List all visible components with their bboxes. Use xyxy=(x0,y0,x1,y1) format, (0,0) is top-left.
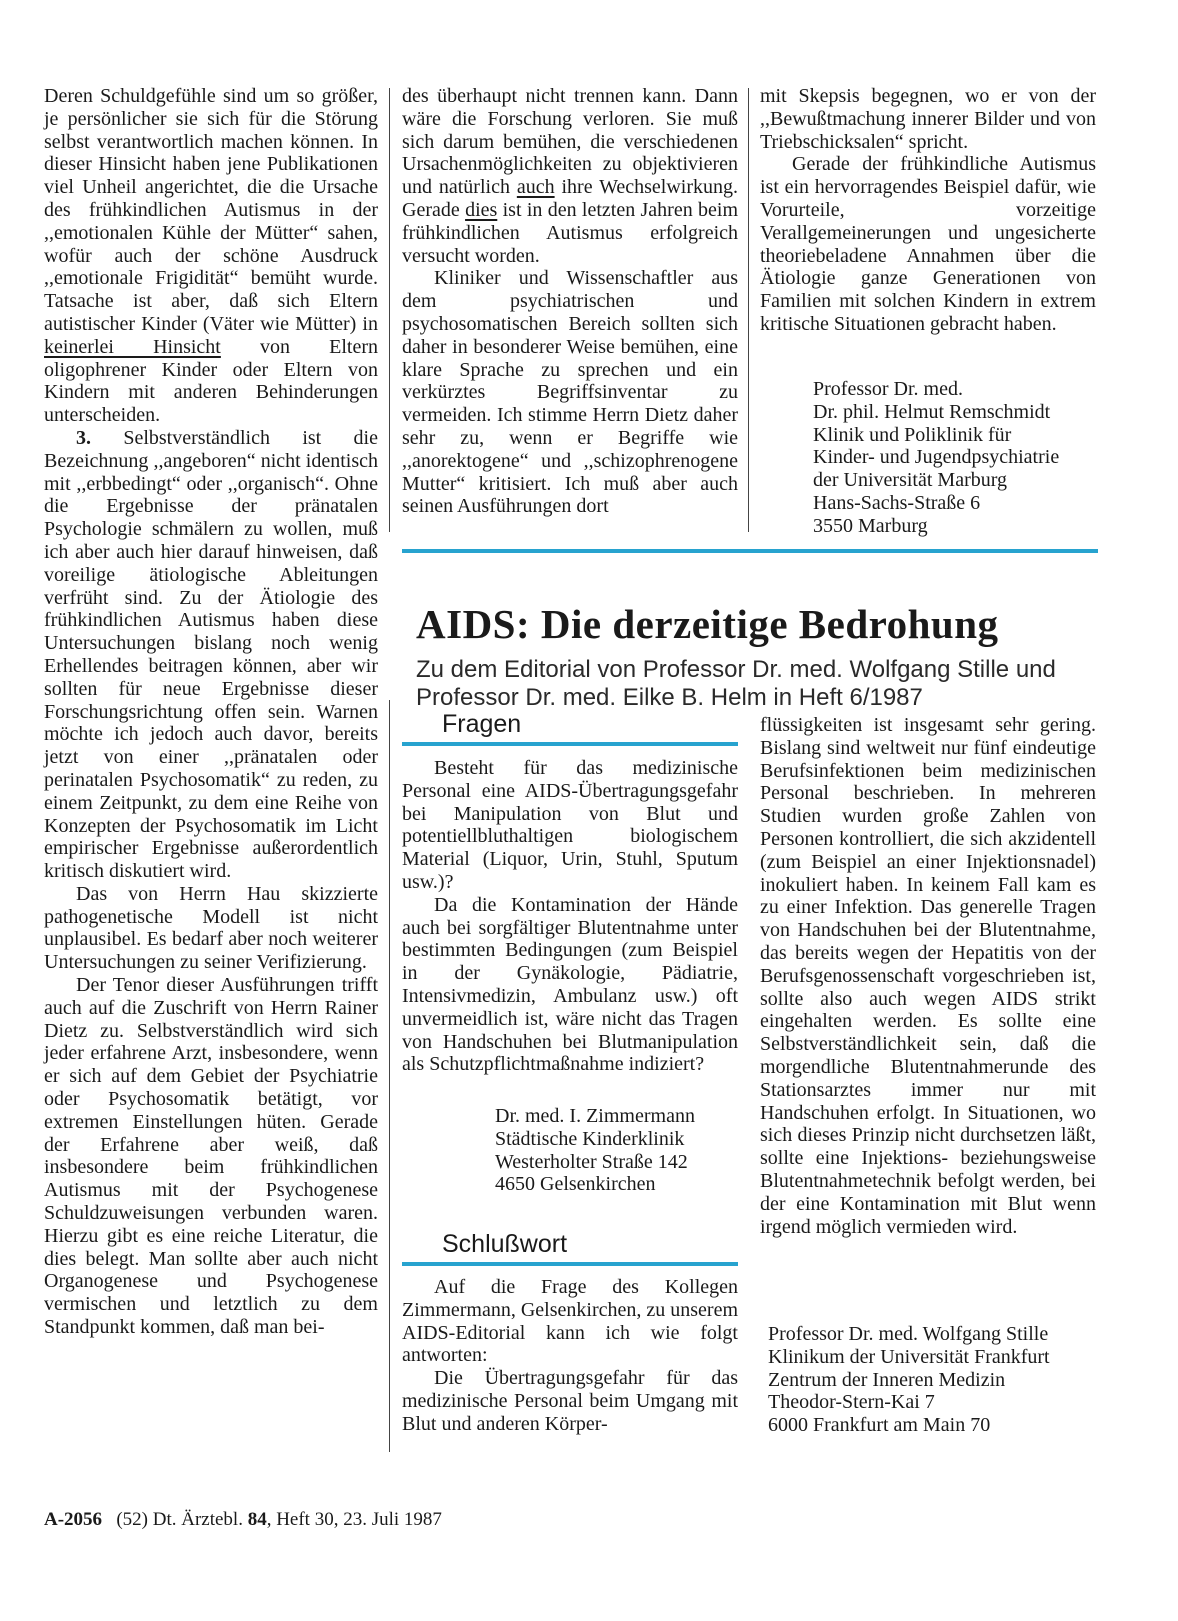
article-top-rule xyxy=(402,549,1098,553)
col2-paragraph-2: Kliniker und Wissenschaftler aus dem psychiatrischen und psychosomatischen Bereich sollten sich daher in besonderer Weise bemühen, eine klare Sprache zu sprechen und ein verkürztes Begriffsinventar zu vermeiden. Ich stimme Herrn Dietz daher sehr zu, wenn er Begriffe wie ,,anorektogene“ und ,,schizophrenogene Mutter“ kritisiert. Ich muß aber auch seinen Ausführungen dort xyxy=(402,267,738,518)
footer-citation-b: , Heft 30, 23. Juli 1987 xyxy=(266,1509,442,1530)
col1-paragraph-1: Deren Schuldgefühle sind um so größer, je persönlicher sie sich für die Störung selbst verantwortlich machen können. In dieser Hinsicht haben jene Publikationen viel Unheil angerichtet, die die Ursache des frühkindlichen Autismus in der ,,emotionalen Kühle der Mütter“ sahen, wofür auch der schöne Ausdruck ,,emotionale Frigidität“ bemüht wurde. Tatsache ist aber, daß sich Eltern autistischer Kinder (Väter wie Mütter) in keinerlei Hinsicht von Eltern oligophrener Kinder oder Eltern von Kindern mit anderen Behinderungen unterscheiden. xyxy=(44,85,379,427)
article-subtitle: Zu dem Editorial von Professor Dr. med. Wolfgang Stille und Professor Dr. med. Eilke B. Helm in Heft 6/1987 xyxy=(416,656,1056,711)
col1-paragraph-4: Der Tenor dieser Ausführungen trifft auch auf die Zuschrift von Herrn Rainer Dietz zu. Selbstverständlich wird sich jeder erfahrene Arzt, insbesondere, wenn er sich auf dem Gebiet der Psychiatrie oder Psychosomatik betätigt, vor extremen Einstellungen hüten. Gerade der Erfahrene aber weiß, daß insbesondere beim frühkindlichen Autismus mit der Psychogenese Schuldzuweisungen verbunden waren. Hierzu gibt es eine reiche Literatur, die dies belegt. Man sollte aber auch nicht Organogenese und Psychogenese vermischen und letztlich zu dem Standpunkt kommen, daß man bei- xyxy=(44,974,378,1339)
section-heading-schlusswort: Schlußwort xyxy=(442,1230,568,1258)
footer-volume: 84 xyxy=(247,1509,267,1530)
zimmermann-signature: Dr. med. I. Zimmermann Städtische Kinderklinik Westerholter Straße 142 4650 Gelsenkirchen xyxy=(495,1105,695,1196)
remschmidt-signature: Professor Dr. med. Dr. phil. Helmut Remschmidt Klinik und Poliklinik für Kinder- und Jugendpsychiatrie der Universität Marburg Hans-Sachs-Straße 6 3550 Marburg xyxy=(813,378,1060,537)
section-heading-fragen: Fragen xyxy=(442,710,522,738)
section-rule-fragen xyxy=(402,742,738,746)
schlusswort-body-right xyxy=(760,714,1096,1238)
col1-paragraph-3: Das von Herrn Hau skizzierte pathogenetische Modell ist nicht unplausibel. Es bedarf aber noch weiterer Untersuchungen zu seiner Verifizierung. xyxy=(44,882,378,974)
column-divider-1 xyxy=(389,88,390,532)
page-number: A-2056 xyxy=(44,1509,103,1530)
footer-citation-a: (52) Dt. Ärztebl. xyxy=(116,1509,243,1530)
article-headline: AIDS: Die derzeitige Bedrohung xyxy=(416,601,999,647)
underlined-word: dies xyxy=(465,198,498,221)
section-rule-schlusswort xyxy=(402,1262,738,1266)
column-divider-2 xyxy=(389,700,390,1452)
col1-paragraph-2: 3. Selbstverständlich ist die Bezeichnung ,,angeboren“ nicht identisch mit ,,erbbedingt“ oder ,,organisch“. Ohne die Ergebnisse der pränatalen Psychologie schmälern zu wollen, muß ich aber auch hier darauf hinweisen, daß voreilige ätiologische Ableitungen verfrüht sind. Zu der Ätiologie des frühkindlichen Autismus haben diese Untersuchungen bislang noch wenig Erhellendes beitragen können, aber wir sollten für neue Ergebnisse dieser Forschungsrichtung offen sein. Warnen möchte ich jedoch auch davor, bereits jetzt von einer ,,pränatalen oder perinatalen Psychosomatik“ zu reden, zu einem Zeitpunkt, zu dem eine Reihe von Konzepten der Psychosomatik im Licht empirischer Ergebnisse außerordentlich kritisch diskutiert wird. xyxy=(44,426,378,883)
fragen-body xyxy=(402,757,738,1076)
column-2 xyxy=(402,85,738,518)
page-footer xyxy=(44,1509,442,1531)
fragen-paragraph-2: Da die Kontamination der Hände auch bei sorgfältiger Blutentnahme unter bestimmten Bedingungen (zum Beispiel in der Gynäkologie, Pädiatrie, Intensivmedizin, Ambulanz usw.) oft unvermeidlich ist, wäre nicht das Tragen von Handschuhen bei Blutmanipulation als Schutzpflichtmaßnahme indiziert? xyxy=(402,893,738,1076)
column-1 xyxy=(44,85,378,1339)
list-number: 3. xyxy=(76,426,91,449)
stille-signature: Professor Dr. med. Wolfgang Stille Klinikum der Universität Frankfurt Zentrum der Inneren Medizin Theodor-Stern-Kai 7 6000 Frankfurt am Main 70 xyxy=(768,1323,1050,1437)
col3-paragraph-1: mit Skepsis begegnen, wo er von der ,,Bewußtmachung innerer Bilder und von Triebschicksalen“ spricht. xyxy=(760,85,1096,153)
column-3 xyxy=(760,85,1096,336)
column-divider-3 xyxy=(748,88,749,532)
col2-paragraph-1: des überhaupt nicht trennen kann. Dann wäre die Forschung verloren. Sie muß sich darum bemühen, die verschiedenen Ursachenmöglichkeiten zu objektivieren und natürlich auch ihre Wechselwirkung. Gerade dies ist in den letzten Jahren beim frühkindlichen Autismus erfolgreich versucht worden. xyxy=(402,85,739,267)
col3-paragraph-2: Gerade der frühkindliche Autismus ist ein hervorragendes Beispiel dafür, wie Vorurteile, vorzeitige Verallgemeinerungen und ungesicherte theoriebeladene Annahmen über die Ätiologie ganze Generationen von Familien mit solchen Kindern in extrem kritische Situationen gebracht haben. xyxy=(760,153,1096,335)
schlusswort-paragraph-3: flüssigkeiten ist insgesamt sehr gering. Bislang sind weltweit nur fünf eindeutige Berufsinfektionen beim medizinischen Personal beschrieben. In mehreren Studien wurden große Zahlen von Personen kontrolliert, die sich akzidentell (zum Beispiel an einer Injektionsnadel) inokuliert haben. In keinem Fall kam es zu einer Infektion. Das generelle Tragen von Handschuhen bei der Blutentnahme, das bereits wegen der Hepatitis von der Berufsgenossenschaft vorgeschrieben ist, sollte also auch wegen AIDS strikt eingehalten werden. Es sollte eine Selbstverständlichkeit sein, daß die morgendliche Blutentnahmerunde des Stationsarztes immer nur mit Handschuhen erfolgt. In Situationen, wo sich dieses Prinzip nicht durchsetzen läßt, sollte eine Injektions- beziehungsweise Blutentnahmetechnik befolgt werden, bei der eine Kontamination mit Blut wenn irgend möglich vermieden wird. xyxy=(760,714,1096,1238)
schlusswort-paragraph-1: Auf die Frage des Kollegen Zimmermann, Gelsenkirchen, zu unserem AIDS-Editorial kann ich wie folgt antworten: xyxy=(402,1276,738,1367)
fragen-paragraph-1: Besteht für das medizinische Personal eine AIDS-Übertragungsgefahr bei Manipulation von Blut und potentiellbluthaltigen biologischem Material (Liquor, Urin, Stuhl, Sputum usw.)? xyxy=(402,757,738,893)
schlusswort-body-left xyxy=(402,1276,738,1436)
underlined-word: auch xyxy=(516,176,555,199)
underlined-phrase: keinerlei Hinsicht xyxy=(44,335,221,358)
schlusswort-paragraph-2: Die Übertragungsgefahr für das medizinische Personal beim Umgang mit Blut und anderen Körper- xyxy=(402,1367,738,1435)
